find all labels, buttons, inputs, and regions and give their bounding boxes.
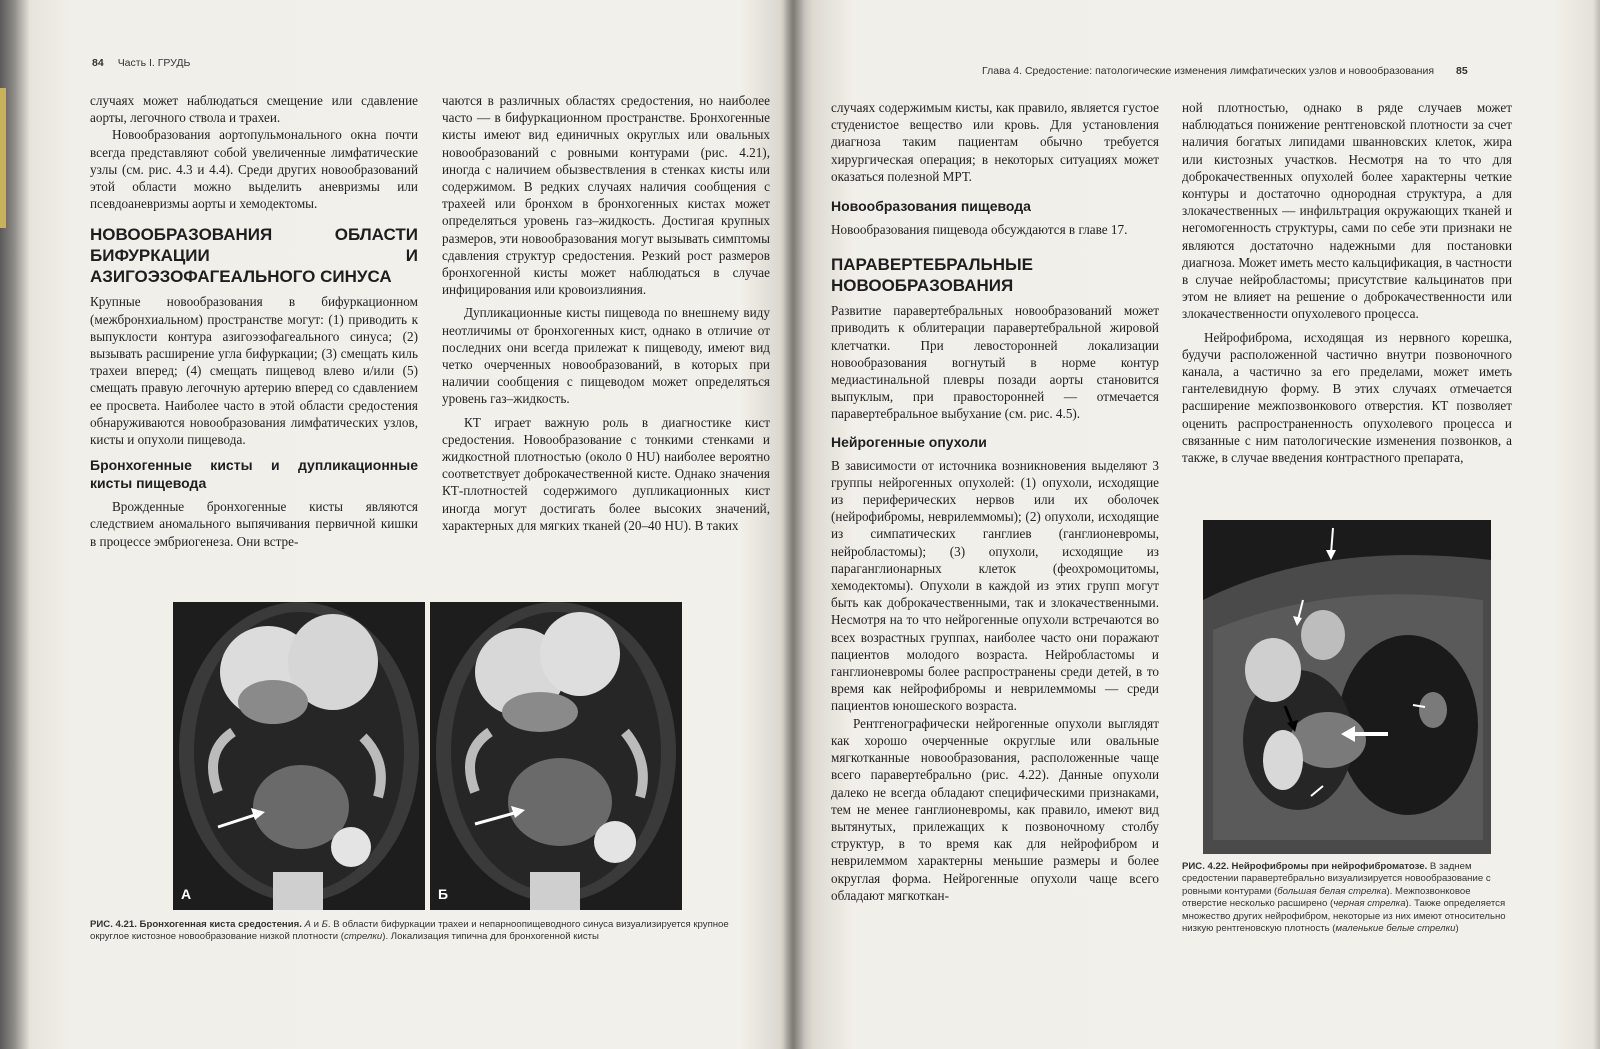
left-running-head xyxy=(92,57,190,69)
figure-caption-4-21 xyxy=(90,919,770,944)
paragraph: Дупликационные кисты пищевода по внешнему виду неотличимы от бронхогенных кист, однако в отличие от последних они всегда прилежат к пищеводу, имеют вид четко очерченных новообразований, в которых при наличии сообщения с пищеводом может определяться уровень газ–жидкость. xyxy=(442,305,770,407)
paragraph: Нейрофиброма, исходящая из нервного корешка, будучи расположенной частично внутри позвоночного канала, а частично за его пределами, может иметь гантелевидную форму. В этих случаях отмечается расширение межпозвонкового отверстия. КТ позволяет оценить распространенность опухолевого процесса и связанные с ним патологические изменения позвонков, а также, в случае введения контрастного препарата, xyxy=(1182,329,1512,466)
panel-label-a: А xyxy=(181,886,192,902)
caption-title: РИС. 4.22. Нейрофибромы при нейрофиброматозе. xyxy=(1182,861,1428,872)
left-running-head-text: Часть I. ГРУДЬ xyxy=(117,57,191,69)
panel-label-b: Б xyxy=(438,886,449,902)
ct-scan-graphic xyxy=(430,602,682,910)
ct-scan-graphic xyxy=(1203,520,1491,854)
caption-title: РИС. 4.21. Бронхогенная киста средостения. xyxy=(90,919,302,930)
page-edge-marker xyxy=(0,88,6,228)
paragraph: Крупные новообразования в бифуркационном (межбронхиальном) пространстве могут: (1) приводить к выпуклости контура азигоэзофагеального синуса; (2) вызывать расширение угла бифуркации; (3) смещать киль трахеи вперед; (4) смещать пищевод влево и/или (5) смещать правую легочную артерию вперед со сдавлением ее просвета. Наиболее часто в этой области средостения обнаруживаются новообразования лимфатических узлов, кисты и опухоли пищевода. xyxy=(90,294,418,448)
paragraph: случаях содержимым кисты, как правило, является густое студенистое вещество или кровь. Для установления диагноза таким пациентам обычно требуется хирургическая операция; в некоторых ситуациях может оказаться полезной МРТ. xyxy=(831,100,1159,184)
caption-text: ) xyxy=(1455,923,1459,935)
paragraph: Развитие паравертебральных новообразований может приводить к облитерации паравертебральной жировой клетчатки. При левосторонней локализации новообразования вогнутый в норме контур медиастинальной плевры позади аорты становится выпуклым, при правосторонней — отмечается паравертебральное выбухание (см. рис. 4.5). xyxy=(831,303,1159,422)
caption-italic: маленькие белые стрелки xyxy=(1335,923,1456,935)
right-running-head-text: Глава 4. Средостение: патологические изменения лимфатических узлов и новообразования xyxy=(982,65,1435,77)
caption-text: ). Межпозвонковое отверстие несколько расширено ( xyxy=(1182,885,1471,910)
paragraph: КТ играет важную роль в диагностике кист средостения. Новообразование с тонкими стенками и жидкостной плотностью (около 0 HU) наиболее вероятно соответствует доброкачественной кисте. Однако значения КТ-плотностей содержимого дупликационных кист иногда могут достигать более высоких значений, характерных для мягких тканей (20–40 HU). В таких xyxy=(442,414,770,533)
right-column-1 xyxy=(831,99,1159,904)
paragraph: случаях может наблюдаться смещение или сдавление аорты, легочного ствола и трахеи. xyxy=(90,93,418,126)
left-column-2 xyxy=(442,92,770,534)
paragraph: В зависимости от источника возникновения выделяют 3 группы нейрогенных опухолей: (1) опухоли, исходящие из периферических нервов или их оболочек (нейрофибромы, неврилеммомы); (2) опухоли, исходящие из симпатических ганглиев (ганглионевромы, нейробластомы); (3) опухоли, исходящие из параганглионарных клеток (феохромоцитомы, хемодектомы). Опухоли в каждой из этих групп могут быть как доброкачественными, так и злокачественными. Несмотря на то что нейрогенные опухоли встречаются во всех возрастных группах, наиболее часто они поражают пациентов молодого возраста. Нейробластомы и ганглионевромы более распространены среди детей, в то время как нейрофибромы и неврилеммомы — среди пациентов юношеского возраста. xyxy=(831,457,1159,714)
right-running-head xyxy=(982,65,1482,77)
caption-italic: черная стрелка xyxy=(1333,898,1406,910)
subsection-heading: Бронхогенные кисты и дупликационные кисты пищевода xyxy=(90,457,418,492)
section-heading: ПАРАВЕРТЕБРАЛЬНЫЕ НОВООБРАЗОВАНИЯ xyxy=(831,255,1034,296)
paragraph: Врожденные бронхогенные кисты являются следствием аномального выпячивания первичной кишки в процессе эмбриогенеза. Они встре- xyxy=(90,499,418,549)
caption-italic: А xyxy=(304,919,311,930)
caption-italic: Б xyxy=(321,919,328,930)
caption-text: ). Также определяется множество других нейрофибром, некоторые из них имеют относительно низкую рентгеновскую плотность ( xyxy=(1182,898,1506,935)
paragraph: ной плотностью, однако в ряде случаев может наблюдаться понижение рентгеновской плотности за счет наличия богатых липидами шванновских клеток, жира или кистозных участков. Несмотря на то что для доброкачественных опухолей более характерны четкие контуры и достаточно однородная структура, а для злокачественных — инфильтрация окружающих тканей и негомогенность структуры, сами по себе эти признаки не являются достаточно надежными для постановки диагноза. Может иметь место кальцификация, в частности в случае нейробластомы; присутствие кальцинатов при этом не влияет на решение о доброкачественности или злокачественности опухолевого процесса. xyxy=(1182,100,1512,322)
paragraph: Рентгенографически нейрогенные опухоли выглядят как хорошо очерченные округлые или овальные мягкотканные новообразования, расположенные чаще всего паравертебрально (рис. 4.22). Данные опухоли далеко не всегда обладают специфическими признаками, тем не менее ганглионевромы, как правило, имеют вид вытянутых, прилежащих к позвоночному столбу структур, в то время как для нейрофибром и неврилеммом характерны меньшие размеры и более округлая форма. Нейрогенные опухоли чаще всего обладают мягкоткан- xyxy=(831,715,1159,903)
paragraph: Новообразования пищевода обсуждаются в главе 17. xyxy=(831,222,1128,238)
left-page xyxy=(0,0,793,1049)
book-spine-shadow xyxy=(783,0,805,1049)
left-page-number: 84 xyxy=(92,57,104,69)
figure-caption-4-22 xyxy=(1182,861,1512,935)
paragraph: Новообразования аортопульмонального окна почти всегда представляют собой увеличенные лимфатические узлы (см. рис. 4.3 и 4.4). Среди других новообразований этой области можно выделить аневризмы или псевдоаневризмы аорты и хемодектомы. xyxy=(90,127,418,212)
right-column-2 xyxy=(1182,99,1512,466)
right-page-number: 85 xyxy=(1456,65,1468,77)
section-heading: НОВООБРАЗОВАНИЯ ОБЛАСТИ БИФУРКАЦИИ И АЗИГОЭЗОФАГЕАЛЬНОГО СИНУСА xyxy=(90,225,418,287)
ct-scan-graphic xyxy=(173,602,425,910)
caption-italic: стрелки xyxy=(343,931,383,943)
subsection-heading: Новообразования пищевода xyxy=(831,198,1031,215)
subsection-heading: Нейрогенные опухоли xyxy=(831,433,987,450)
caption-italic: большая белая стрелка xyxy=(1277,885,1387,897)
ct-image-fig-4-22 xyxy=(1203,520,1491,854)
ct-image-panel-b xyxy=(430,602,682,910)
ct-image-panel-a xyxy=(173,602,425,910)
right-page xyxy=(793,0,1600,1049)
paragraph: чаются в различных областях средостения, но наиболее часто — в бифуркационном пространстве. Бронхогенные кисты имеют вид единичных округлых или овальных новообразований с ровными контурами (рис. 4.21), иногда с наличием обызвествления в стенках кисты или содержимом. В редких случаях наличия сообщения с трахеей или бронхом в бронхогенных кистах может определяться уровень газ–жидкость. Достигая крупных размеров, эти новообразования могут вызывать симптомы сдавления структур средостения. Резкий рост размеров бронхогенной кисты может наблюдаться в случае инфицирования или кровоизлияния. xyxy=(442,93,770,298)
left-column-1 xyxy=(90,92,418,550)
caption-text: ). Локализация типична для бронхогенной кисты xyxy=(382,931,599,943)
caption-text: и xyxy=(310,919,322,930)
caption-text: В заднем средостении паравертебрально визуализируется новообразование с ровными контурами ( xyxy=(1182,861,1491,897)
caption-text: . В области бифуркации трахеи и непарноопищеводного синуса визуализируется крупное округлое кистозное новообразование низкой плотности ( xyxy=(90,919,729,943)
